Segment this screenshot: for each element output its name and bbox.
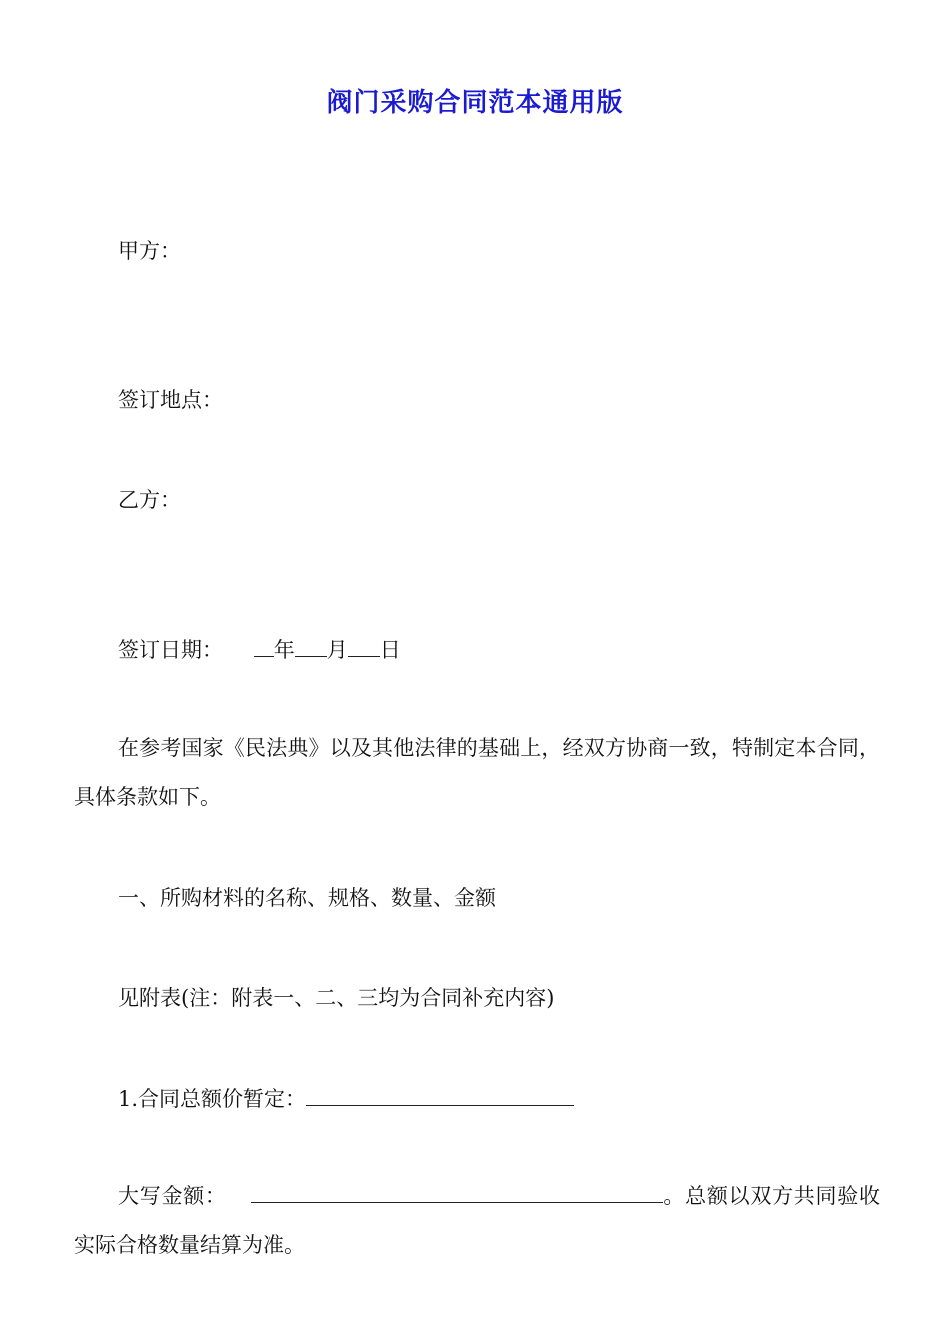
sign-date-line — [118, 634, 401, 665]
year-blank — [254, 634, 274, 657]
total-price-label: 1.合同总额价暂定： — [118, 1087, 307, 1111]
day-label: 日 — [379, 638, 401, 662]
total-price-line — [118, 1083, 574, 1114]
uppercase-amount-tail: 。总额以双方共同验收实际合格数量结算为准。 — [74, 1184, 881, 1257]
month-label: 月 — [326, 638, 348, 662]
intro-paragraph: 在参考国家《民法典》以及其他法律的基础上，经双方协商一致，特制定本合同，具体条款如下。 — [74, 736, 880, 809]
attachment-note: 见附表(注：附表一、二、三均为合同补充内容) — [118, 986, 555, 1010]
party-a-line — [118, 236, 181, 266]
uppercase-amount-paragraph — [74, 1172, 880, 1270]
party-b-line — [118, 485, 181, 515]
month-blank — [295, 634, 327, 657]
sign-date-label: 签订日期： — [118, 638, 223, 662]
uppercase-amount-label: 大写金额： — [118, 1184, 227, 1208]
total-price-blank — [306, 1083, 574, 1106]
sign-place-label: 签订地点： — [118, 388, 223, 412]
section1-heading: 一、所购材料的名称、规格、数量、金额 — [118, 886, 496, 910]
party-b-label: 乙方： — [118, 488, 181, 512]
party-a-label: 甲方： — [118, 239, 181, 263]
document-title: 阀门采购合同范本通用版 — [326, 88, 624, 118]
sign-place-line — [118, 385, 223, 415]
uppercase-amount-blank — [251, 1180, 663, 1203]
year-label: 年 — [273, 638, 295, 662]
day-blank — [348, 634, 380, 657]
